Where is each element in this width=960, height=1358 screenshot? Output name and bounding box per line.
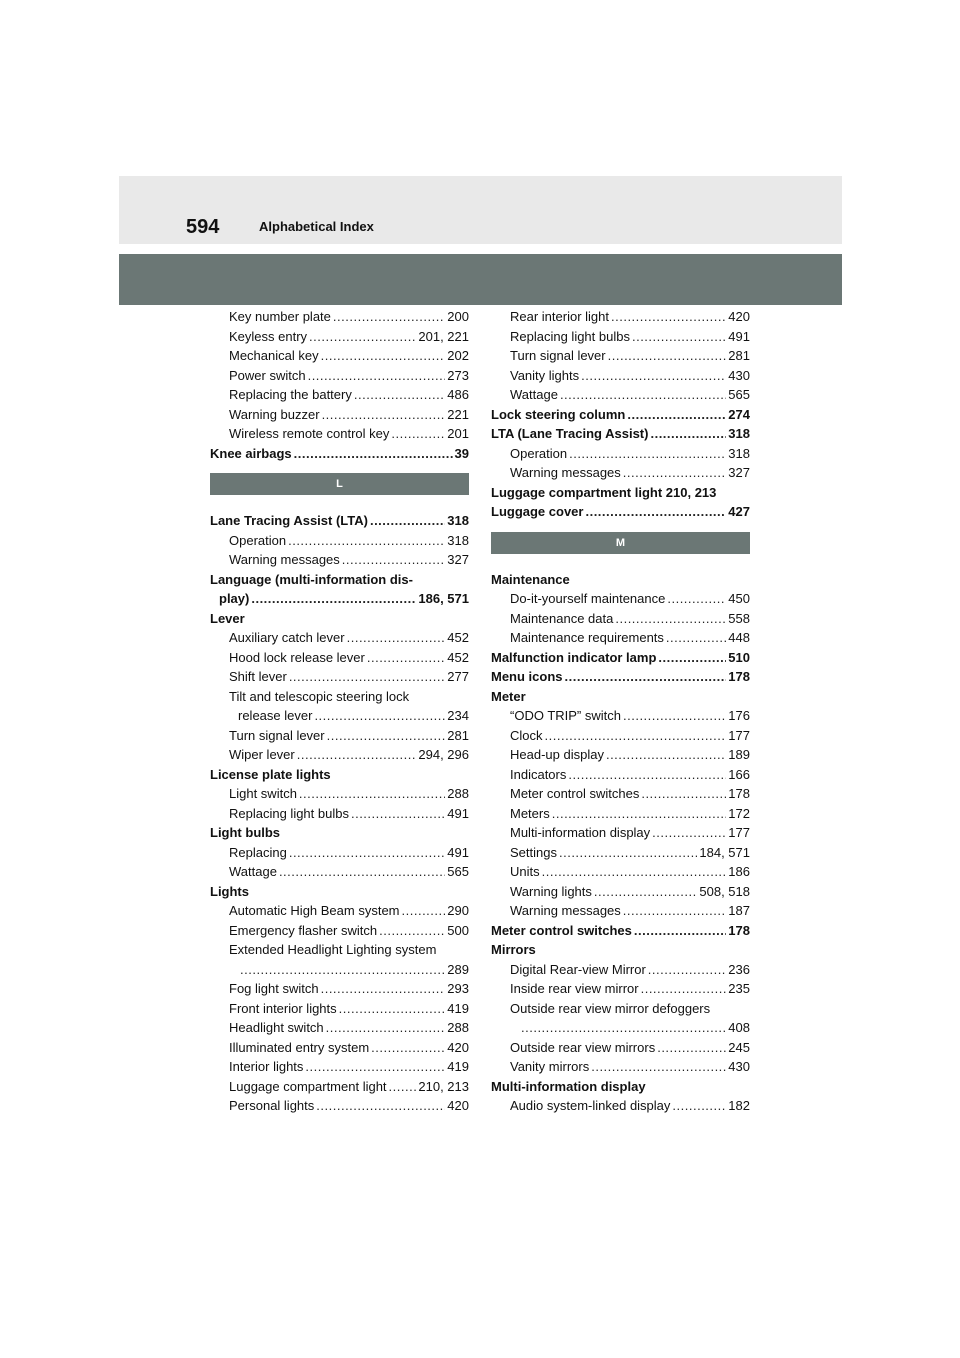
index-entry-page: 39 (454, 445, 469, 461)
index-entry-page: 210, 213 (418, 1078, 469, 1094)
leader-dots (333, 307, 445, 327)
leader-dots (615, 609, 726, 629)
leader-dots (627, 405, 726, 425)
index-entry-label: Wattage (229, 864, 277, 879)
index-entry-label: Settings (510, 844, 557, 860)
index-entry-page: 491 (447, 844, 469, 860)
leader-dots (569, 444, 726, 464)
index-entry-label: Audio system-linked display (510, 1098, 671, 1113)
index-entry (491, 327, 750, 347)
index-entry-page: 235 (728, 981, 750, 996)
index-entry-page: 178 (728, 922, 750, 938)
index-entry-page: 420 (447, 1098, 469, 1113)
index-entry-label: Replacing light bulbs (229, 805, 349, 821)
index-entry-page: 427 (728, 504, 750, 519)
index-entry-page: 558 (728, 610, 750, 626)
leader-dots (321, 979, 446, 999)
index-entry (210, 405, 469, 425)
index-entry (210, 765, 469, 785)
index-entry-label: Luggage cover (491, 504, 584, 519)
index-entry (491, 385, 750, 405)
index-entry-label: Interior lights (229, 1059, 304, 1074)
leader-dots (402, 901, 446, 921)
index-entry-label: Warning messages (229, 552, 340, 567)
index-entry-label: Lane Tracing Assist (LTA) (210, 513, 368, 528)
index-entry-label: Lock steering column (491, 406, 626, 422)
leader-dots (606, 745, 726, 765)
leader-dots (367, 648, 445, 668)
leader-dots (347, 628, 446, 648)
index-entry-label: Wiper lever (229, 747, 295, 762)
index-entry (210, 940, 469, 960)
index-column-right (491, 307, 750, 1116)
index-entry (210, 687, 469, 707)
index-entry-label: Auxiliary catch lever (229, 630, 345, 645)
index-entry-page: 281 (728, 348, 750, 363)
index-entry (210, 550, 469, 570)
index-entry-label: Maintenance (491, 571, 570, 587)
index-entry-page: 166 (728, 766, 750, 782)
leader-dots (379, 921, 445, 941)
index-entry-page: 184, 571 (699, 844, 750, 860)
index-entry-label: Maintenance data (510, 610, 614, 626)
leader-dots (657, 1038, 726, 1058)
index-entry-page: 177 (728, 825, 750, 840)
index-entry (491, 901, 750, 921)
leader-dots (370, 511, 445, 531)
index-entry-page: 176 (728, 708, 750, 723)
index-entry-label: Outside rear view mirror defoggers (510, 1000, 711, 1016)
leader-dots (542, 862, 727, 882)
index-entry (210, 726, 469, 746)
index-entry-page: 318 (728, 426, 750, 441)
index-entry-page: 178 (728, 669, 750, 684)
index-entry-label: Clock (510, 727, 543, 743)
leader-dots (351, 804, 445, 824)
index-entry-label: Mechanical key (229, 348, 319, 363)
index-entry (491, 1057, 750, 1077)
index-entry-label: Vanity mirrors (510, 1059, 590, 1074)
leader-dots (354, 385, 445, 405)
index-entry-label: Extended Headlight Lighting system (229, 942, 437, 957)
leader-dots (648, 960, 727, 980)
header-bar (119, 176, 842, 244)
index-entry-label: Do-it-yourself maintenance (510, 591, 666, 606)
index-entry-page: 200 (447, 309, 469, 324)
index-entry-page: 420 (728, 309, 750, 324)
index-entry-page: 318 (447, 532, 469, 548)
index-entry-page: 288 (447, 1020, 469, 1035)
leader-dots (666, 628, 726, 648)
index-entry (210, 979, 469, 999)
index-entry-label: Maintenance requirements (510, 630, 664, 645)
index-entry-page: 172 (728, 805, 750, 821)
index-entry-page: 486 (447, 387, 469, 402)
index-entry-page: 420 (447, 1039, 469, 1055)
header-band (119, 254, 842, 305)
index-entry-label: release lever (238, 708, 313, 723)
index-entry-label: Mirrors (491, 942, 536, 957)
index-entry-page: 318 (728, 445, 750, 461)
index-entry-label: Warning messages (510, 903, 621, 918)
index-entry-label: Inside rear view mirror (510, 981, 639, 996)
index-entry-label: Fog light switch (229, 981, 319, 996)
section-title: Alphabetical Index (259, 219, 374, 234)
leader-dots (327, 726, 446, 746)
index-entry-page: 177 (728, 727, 750, 743)
index-entry-page: 201 (447, 426, 469, 441)
index-entry (491, 346, 750, 366)
leader-dots (321, 346, 446, 366)
index-entry-page: 274 (728, 406, 750, 422)
index-entry-page: 178 (728, 786, 750, 801)
index-entry-label: Meter control switches (510, 786, 640, 801)
index-entry (210, 960, 469, 980)
index-entry-label: Keyless entry (229, 328, 308, 344)
index-entry (491, 463, 750, 483)
index-entry-label: Meter control switches (491, 922, 632, 938)
index-entry-label: Shift lever (229, 669, 287, 684)
index-entry-label: Operation (510, 445, 568, 461)
leader-dots (240, 960, 445, 980)
index-entry (210, 609, 469, 629)
index-entry-label: Rear interior light (510, 309, 609, 324)
leader-dots (314, 706, 445, 726)
index-entry-page: 293 (447, 981, 469, 996)
index-entry (491, 648, 750, 668)
leader-dots (297, 745, 417, 765)
index-entry (210, 882, 469, 902)
leader-dots (632, 327, 726, 347)
index-entry (491, 745, 750, 765)
index-entry-page: 245 (728, 1039, 750, 1055)
index-entry-page: 430 (728, 1059, 750, 1074)
index-entry (210, 424, 469, 444)
index-entry-page: 430 (728, 367, 750, 383)
index-entry-label: Luggage compartment light (229, 1078, 387, 1094)
leader-dots (641, 784, 726, 804)
index-entry (491, 823, 750, 843)
index-entry (491, 483, 750, 503)
leader-dots (565, 667, 727, 687)
index-entry (210, 385, 469, 405)
index-entry-label: Key number plate (229, 309, 331, 324)
leader-dots (521, 1018, 726, 1038)
index-entry (491, 882, 750, 902)
index-entry-label: Malfunction indicator lamp (491, 649, 657, 665)
index-entry-label: Knee airbags (210, 445, 292, 461)
leader-dots (389, 1077, 417, 1097)
leader-dots (634, 921, 726, 941)
leader-dots (288, 531, 445, 551)
index-entry-page: 294, 296 (418, 747, 469, 762)
index-entry (491, 726, 750, 746)
index-entry-page: 510 (728, 649, 750, 665)
index-entry (491, 960, 750, 980)
index-entry-label: Warning lights (510, 883, 592, 899)
index-entry-page: 491 (447, 805, 469, 821)
index-entry-label: “ODO TRIP” switch (510, 708, 621, 723)
index-entry (210, 706, 469, 726)
index-entry (491, 862, 750, 882)
index-entry-label: Units (510, 864, 540, 879)
index-entry-page: 289 (447, 961, 469, 977)
index-entry (491, 628, 750, 648)
index-entry-page: 452 (447, 630, 469, 645)
index-entry (491, 570, 750, 590)
index-entry-page: 189 (728, 747, 750, 762)
index-entry (491, 765, 750, 785)
index-entry-page: 448 (728, 630, 750, 645)
index-entry-page: 327 (447, 552, 469, 567)
index-entry (491, 1018, 750, 1038)
index-entry (491, 1096, 750, 1116)
index-entry (210, 531, 469, 551)
index-entry-label: Warning messages (510, 465, 621, 480)
index-entry-page: 201, 221 (418, 328, 469, 344)
leader-dots (581, 366, 726, 386)
index-entry-label: Head-up display (510, 747, 604, 762)
leader-dots (545, 726, 727, 746)
index-entry (210, 1077, 469, 1097)
index-entry (491, 784, 750, 804)
index-entry (491, 444, 750, 464)
index-entry-page: 565 (447, 864, 469, 879)
index-entry-label: Language (multi-information dis- (210, 571, 413, 587)
index-entry-label: Automatic High Beam system (229, 903, 400, 918)
index-entry-label: Lights (210, 883, 249, 899)
index-entry-label: Replacing light bulbs (510, 328, 630, 344)
index-entry-label: Replacing the battery (229, 387, 352, 402)
index-entry-label: play) (219, 591, 250, 606)
leader-dots (652, 823, 726, 843)
index-entry-label: Outside rear view mirrors (510, 1039, 656, 1055)
index-entry-page: 288 (447, 786, 469, 801)
index-entry-page: 281 (447, 727, 469, 743)
index-entry (210, 804, 469, 824)
index-entry-page: 277 (447, 669, 469, 684)
index-entry (210, 862, 469, 882)
index-entry (210, 1096, 469, 1116)
index-entry-page: 500 (447, 922, 469, 938)
index-entry-label: Hood lock release lever (229, 649, 365, 665)
index-column-left (210, 307, 469, 1116)
index-entry-label: Personal lights (229, 1098, 315, 1113)
leader-dots (552, 804, 727, 824)
index-entry (210, 648, 469, 668)
index-entry-label: Operation (229, 532, 287, 548)
index-entry-page: 327 (728, 465, 750, 480)
index-entry (491, 1038, 750, 1058)
index-entry-label: Multi-information display (510, 825, 651, 840)
index-entry-label: Luggage compartment light 210, 213 (491, 484, 717, 500)
index-entry-label: License plate lights (210, 766, 331, 782)
leader-dots (667, 589, 726, 609)
index-entry-label: Indicators (510, 766, 567, 782)
leader-dots (299, 784, 445, 804)
index-entry-label: Light bulbs (210, 825, 281, 840)
index-entry-label: Emergency flasher switch (229, 922, 378, 938)
leader-dots (672, 1096, 726, 1116)
index-entry-page: 419 (447, 1000, 469, 1016)
index-entry (210, 745, 469, 765)
index-entry-page: 508, 518 (699, 883, 750, 899)
index-entry-label: Light switch (229, 786, 297, 801)
index-entry-page: 182 (728, 1098, 750, 1113)
leader-dots (391, 424, 445, 444)
leader-dots (560, 385, 726, 405)
leader-dots (568, 765, 726, 785)
index-entry (210, 1038, 469, 1058)
leader-dots (594, 882, 698, 902)
index-entry (491, 979, 750, 999)
index-entry-page: 318 (447, 513, 469, 528)
index-entry-label: Tilt and telescopic steering lock (229, 688, 410, 704)
leader-dots (305, 1057, 445, 1077)
index-entry-page: 450 (728, 591, 750, 606)
leader-dots (611, 307, 726, 327)
index-entry-page: 491 (728, 328, 750, 344)
index-entry-label: Power switch (229, 367, 306, 383)
index-entry (491, 999, 750, 1019)
index-entry (210, 628, 469, 648)
index-entry (210, 327, 469, 347)
leader-dots (623, 706, 726, 726)
leader-dots (641, 979, 727, 999)
index-entry (491, 940, 750, 960)
index-entry (491, 405, 750, 425)
index-entry (210, 366, 469, 386)
leader-dots (650, 424, 726, 444)
leader-dots (342, 550, 446, 570)
index-entry (491, 706, 750, 726)
index-letter-header: L (210, 473, 469, 495)
index-entry-page: 221 (447, 406, 469, 422)
index-entry-label: Replacing (229, 844, 287, 860)
leader-dots (623, 901, 727, 921)
index-entry (491, 667, 750, 687)
index-entry-label: Wireless remote control key (229, 426, 390, 441)
index-entry-label: Turn signal lever (229, 727, 325, 743)
leader-dots (279, 862, 445, 882)
index-entry-page: 408 (728, 1020, 750, 1035)
index-letter-header: M (491, 532, 750, 554)
leader-dots (371, 1038, 445, 1058)
index-entry (491, 307, 750, 327)
index-entry (210, 921, 469, 941)
index-entry (491, 921, 750, 941)
index-entry-label: Meters (510, 805, 550, 821)
index-entry-label: Vanity lights (510, 367, 580, 383)
index-entry (210, 346, 469, 366)
index-entry-label: Wattage (510, 387, 558, 402)
index-entry-label: Headlight switch (229, 1020, 324, 1035)
index-entry-label: Front interior lights (229, 1000, 337, 1016)
index-entry-page: 419 (447, 1059, 469, 1074)
index-entry (491, 687, 750, 707)
index-entry (491, 1077, 750, 1097)
page-number: 594 (186, 216, 220, 238)
leader-dots (591, 1057, 726, 1077)
index-entry (491, 609, 750, 629)
index-entry-label: LTA (Lane Tracing Assist) (491, 426, 649, 441)
index-entry (210, 999, 469, 1019)
leader-dots (251, 589, 416, 609)
index-entry-label: Warning buzzer (229, 406, 320, 422)
index-entry (491, 502, 750, 522)
index-entry (210, 1057, 469, 1077)
leader-dots (289, 843, 445, 863)
index-entry (210, 444, 469, 464)
index-entry (210, 1018, 469, 1038)
leader-dots (316, 1096, 445, 1116)
leader-dots (658, 648, 726, 668)
index-entry (210, 843, 469, 863)
leader-dots (623, 463, 727, 483)
leader-dots (585, 502, 726, 522)
leader-dots (289, 667, 445, 687)
index-entry (491, 366, 750, 386)
index-entry-page: 186 (728, 864, 750, 879)
leader-dots (326, 1018, 446, 1038)
index-entry-page: 234 (447, 708, 469, 723)
index-entry (491, 804, 750, 824)
index-entry (210, 511, 469, 531)
index-entry (210, 307, 469, 327)
index-entry-page: 452 (447, 649, 469, 665)
index-entry-label: Meter (491, 688, 526, 704)
index-entry-page: 290 (447, 903, 469, 918)
index-entry (491, 424, 750, 444)
index-entry-label: Menu icons (491, 669, 563, 684)
index-entry-label: Illuminated entry system (229, 1039, 370, 1055)
index-entry (491, 589, 750, 609)
index-entry-label: Lever (210, 610, 245, 626)
index-entry (210, 823, 469, 843)
index-entry-label: Digital Rear-view Mirror (510, 961, 646, 977)
index-entry (210, 667, 469, 687)
index-entry-page: 236 (728, 961, 750, 977)
leader-dots (608, 346, 727, 366)
index-entry-page: 565 (728, 387, 750, 402)
index-entry (210, 570, 469, 590)
index-entry-page: 187 (728, 903, 750, 918)
leader-dots (294, 444, 453, 464)
index-entry-page: 202 (447, 348, 469, 363)
index-entry (210, 784, 469, 804)
index-entry (491, 843, 750, 863)
index-entry-page: 186, 571 (418, 591, 469, 606)
index-entry (210, 589, 469, 609)
index-entry-page: 273 (447, 367, 469, 383)
index-entry-label: Turn signal lever (510, 348, 606, 363)
index-entry (210, 901, 469, 921)
leader-dots (339, 999, 446, 1019)
leader-dots (559, 843, 697, 863)
leader-dots (308, 366, 446, 386)
leader-dots (322, 405, 446, 425)
index-entry-label: Multi-information display (491, 1078, 646, 1094)
leader-dots (309, 327, 416, 347)
